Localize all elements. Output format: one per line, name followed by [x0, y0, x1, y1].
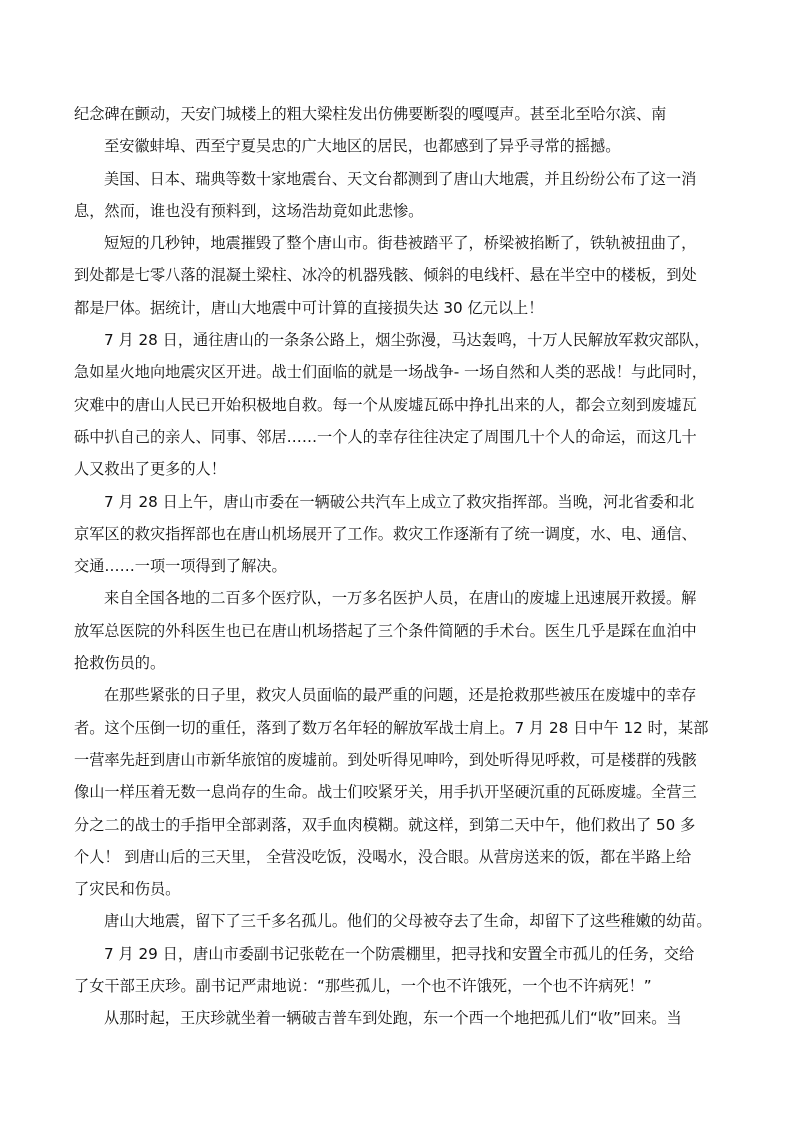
text-line: 7 月 28 日上午，唐山市委在一辆破公共汽车上成立了救灾指挥部。当晚，河北省委和北	[104, 492, 695, 511]
document-body	[74, 98, 724, 1035]
text-line: 唐山大地震，留下了三千多名孤儿。他们的父母被夺去了生命，却留下了这些稚嫩的幼苗。	[104, 912, 712, 931]
text-line: 像山一样压着无数一息尚存的生命。战士们咬紧牙关，用手扒开坚硬沉重的瓦砾废墟。全营三	[74, 783, 697, 802]
text-line: 7 月 28 日，通往唐山的一条条公路上，烟尘弥漫，马达轰鸣，十万人民解放军救灾部队，	[104, 331, 710, 350]
text-line: 放军总医院的外科医生也已在唐山机场搭起了三个条件简陋的手术台。医生几乎是踩在血泊中	[74, 621, 697, 640]
text-line: 抢救伤员的。	[74, 654, 166, 673]
text-line: 交通……一项一项得到了解决。	[74, 557, 287, 576]
text-line: 息，然而，谁也没有预料到，这场浩劫竟如此悲惨。	[74, 201, 424, 220]
text-line: 从那时起，王庆珍就坐着一辆破吉普车到处跑，东一个西一个地把孤儿们“收”回来。当	[104, 1009, 682, 1028]
text-line: 都是尸体。据统计，唐山大地震中可计算的直接损失达 30 亿元以上！	[74, 298, 544, 317]
text-line: 个人！ 到唐山后的三天里， 全营没吃饭，没喝水，没合眼。从营房送来的饭，都在半路上给	[74, 847, 692, 866]
text-line: 纪念碑在颤动，天安门城楼上的粗大梁柱发出仿佛要断裂的嘎嘎声。甚至北至哈尔滨、南	[74, 105, 667, 123]
text-line: 短短的几秒钟，地震摧毁了整个唐山市。街巷被踏平了，桥梁被掐断了，铁轨被扭曲了，	[104, 234, 697, 253]
text-line: 分之二的战士的手指甲全部剥落，双手血肉模糊。就这样，到第二天中午，他们救出了 50 多	[74, 815, 696, 834]
text-line: 急如星火地向地震灾区开进。战士们面临的就是一场战争- 一场自然和人类的恶战！与此同时，	[74, 363, 707, 382]
text-line: 者。这个压倒一切的重任，落到了数万名年轻的解放军战士肩上。7 月 28 日中午 12 时，某部	[74, 718, 709, 737]
text-line: 灾难中的唐山人民已开始积极地自救。每一个从废墟瓦砾中挣扎出来的人，都会立刻到废墟瓦	[74, 395, 697, 414]
text-line: 了女干部王庆珍。副书记严肃地说：“那些孤儿，一个也不许饿死，一个也不许病死！”	[74, 977, 652, 996]
text-line: 到处都是七零八落的混凝土梁柱、冰冷的机器残骸、倾斜的电线杆、悬在半空中的楼板，到处	[74, 266, 697, 285]
text-line: 7 月 29 日，唐山市委副书记张乾在一个防震棚里，把寻找和安置全市孤儿的任务，交给	[104, 944, 695, 963]
text-line: 京军区的救灾指挥部也在唐山机场展开了工作。救灾工作逐渐有了统一调度，水、电、通信、	[74, 524, 697, 543]
text-line: 一营率先赶到唐山市新华旅馆的废墟前。到处听得见呻吟，到处听得见呼救，可是楼群的残骸	[74, 750, 697, 769]
text-line: 来自全国各地的二百多个医疗队，一万多名医护人员，在唐山的废墟上迅速展开救援。解	[104, 589, 697, 608]
text-line: 美国、日本、瑞典等数十家地震台、天文台都测到了唐山大地震，并且纷纷公布了这一消	[104, 169, 697, 188]
text-line: 砾中扒自己的亲人、同事、邻居……一个人的幸存往往决定了周围几十个人的命运，而这几十	[74, 427, 697, 446]
text-line: 在那些紧张的日子里，救灾人员面临的最严重的问题，还是抢救那些被压在废墟中的幸存	[104, 686, 697, 705]
text-line: 至安徽蚌埠、西至宁夏吴忠的广大地区的居民，也都感到了异乎寻常的摇撼。	[104, 137, 621, 156]
text-line: 人又救出了更多的人！	[74, 460, 226, 479]
text-line: 了灾民和伤员。	[74, 880, 181, 899]
